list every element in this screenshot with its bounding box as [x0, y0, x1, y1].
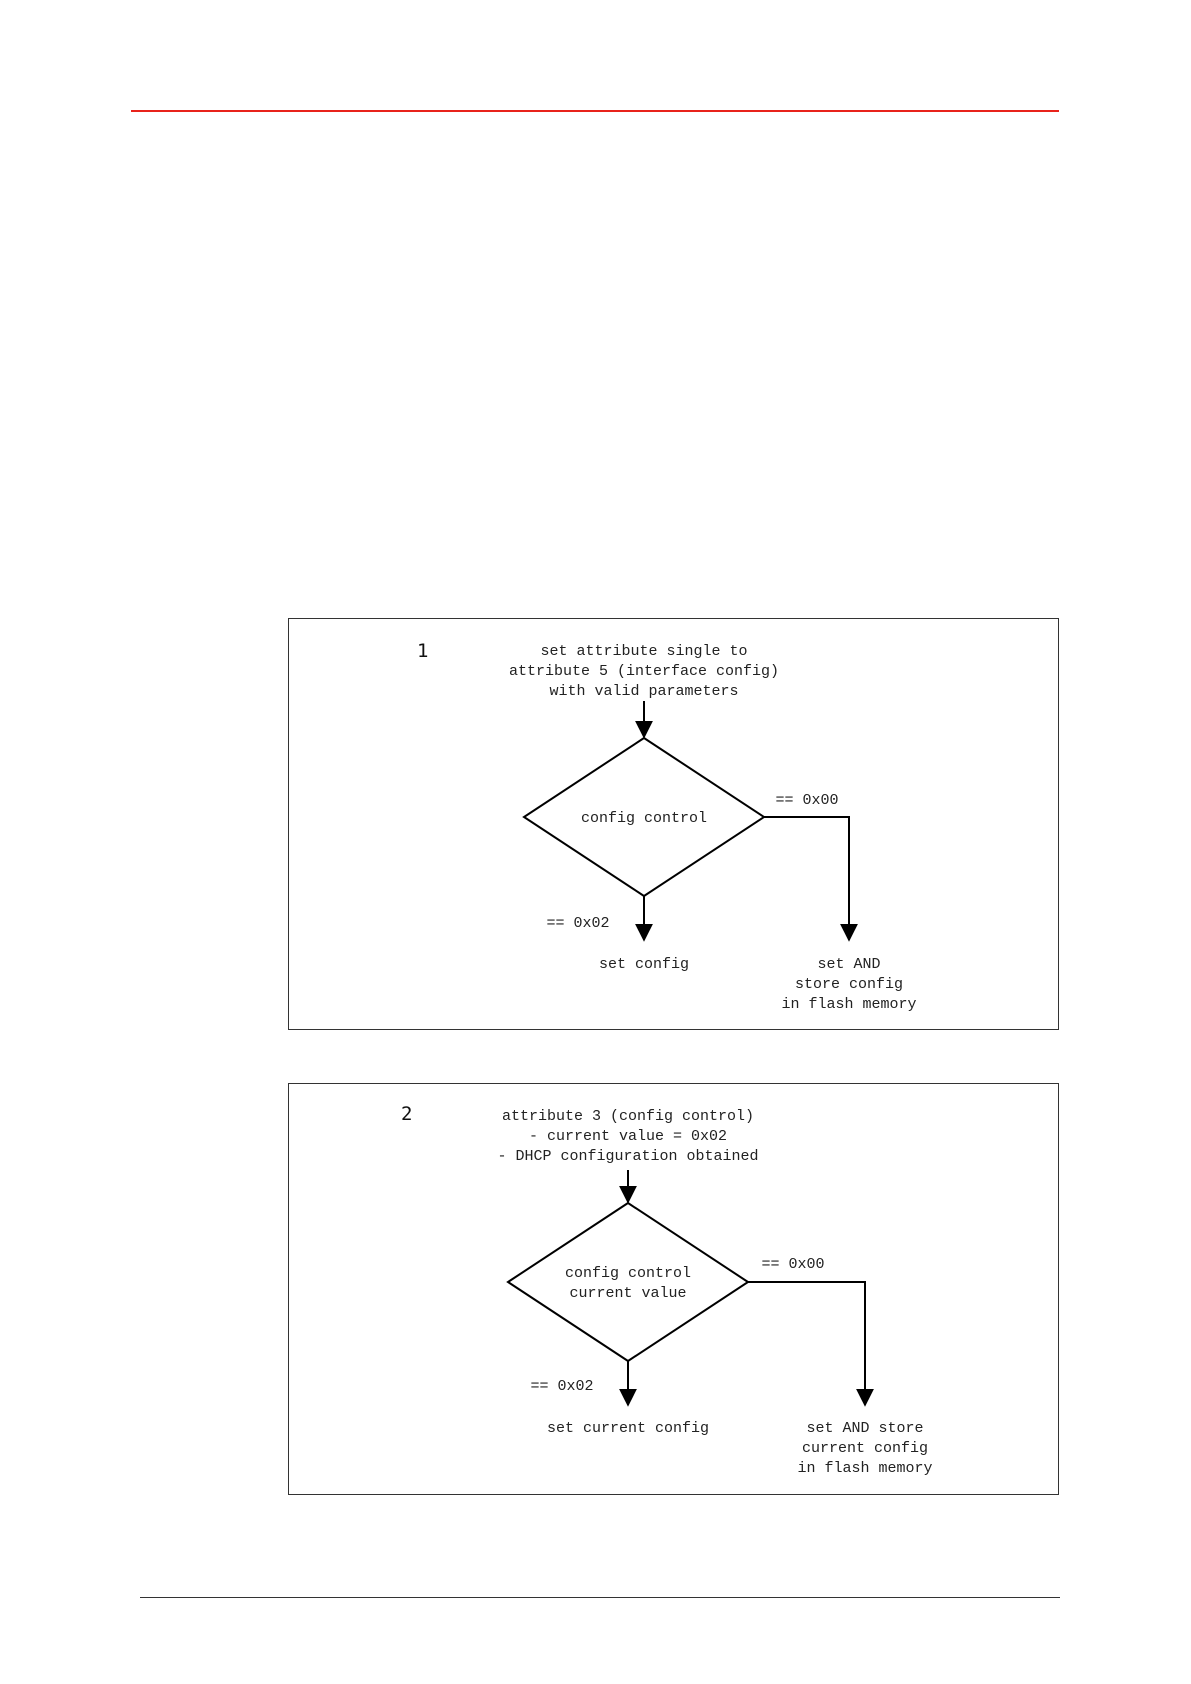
branch-right-label: == 0x00 [775, 792, 839, 809]
arrow-right-branch [748, 1282, 865, 1405]
start-text-line: attribute 5 (interface config) [508, 663, 780, 680]
figure-number: 1 [417, 640, 429, 662]
start-text-line: set attribute single to [540, 643, 748, 660]
flowchart-figure-2 [288, 1083, 1059, 1495]
flowchart-figure-1 [288, 618, 1059, 1030]
start-text-line: attribute 3 (config control) [501, 1108, 755, 1125]
branch-right-label: == 0x00 [761, 1256, 825, 1273]
flowchart-1-svg [289, 619, 1060, 1031]
result-right-text: in flash memory [797, 1460, 933, 1477]
decision-label: current value [569, 1285, 687, 1302]
result-down-text: set config [598, 956, 690, 973]
footer-rule [140, 1597, 1060, 1598]
result-right-text: store config [794, 976, 904, 993]
figure-number: 2 [401, 1103, 413, 1125]
result-right-text: set AND store [806, 1420, 924, 1437]
start-text-line: with valid parameters [549, 683, 739, 700]
arrow-right-branch [764, 817, 849, 940]
flowchart-2-svg [289, 1084, 1060, 1496]
branch-down-label: == 0x02 [530, 1378, 594, 1395]
result-down-text: set current config [546, 1420, 710, 1437]
decision-label: config control [564, 1265, 692, 1282]
result-right-text: in flash memory [781, 996, 917, 1013]
decision-diamond [508, 1203, 748, 1361]
result-right-text: set AND [817, 956, 881, 973]
decision-label: config control [580, 810, 708, 827]
header-rule [131, 110, 1059, 112]
branch-down-label: == 0x02 [546, 915, 610, 932]
start-text-line: - current value = 0x02 [528, 1128, 728, 1145]
result-right-text: current config [801, 1440, 929, 1457]
start-text-line: - DHCP configuration obtained [497, 1148, 759, 1165]
